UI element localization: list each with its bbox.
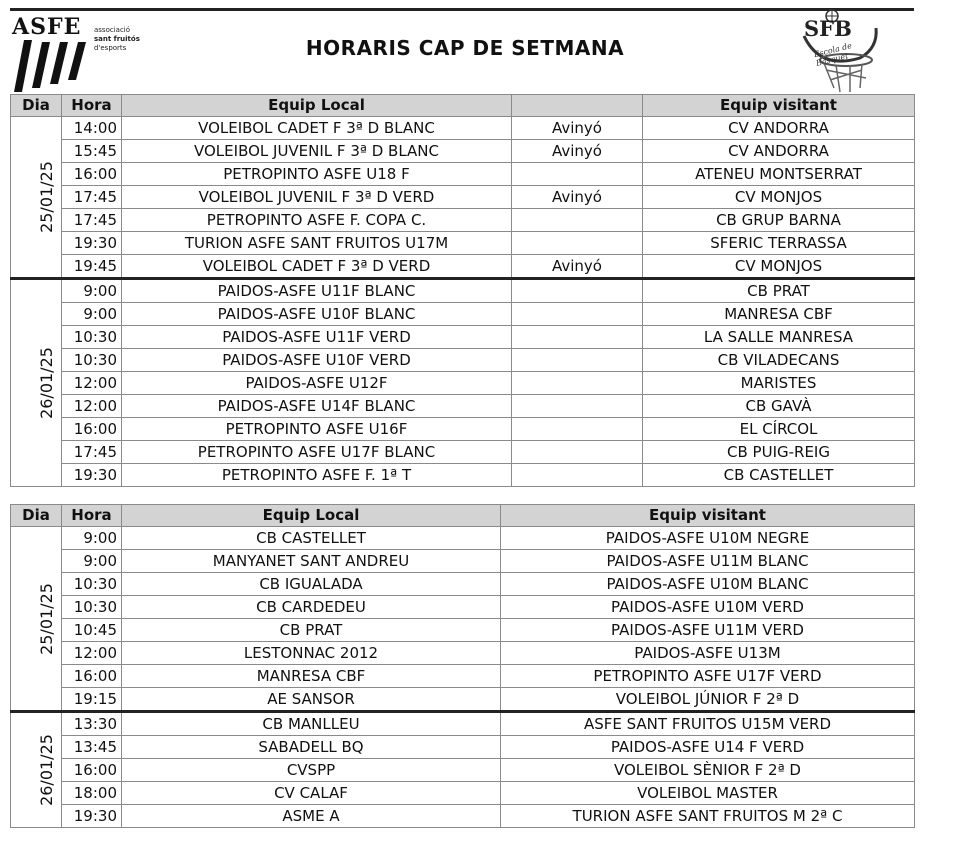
local-team-cell: LESTONNAC 2012 (122, 642, 501, 665)
venue-cell: Avinyó (512, 255, 643, 279)
local-team-cell: VOLEIBOL JUVENIL F 3ª D BLANC (122, 140, 512, 163)
local-team-cell: PETROPINTO ASFE U18 F (122, 163, 512, 186)
col-header-dia: Dia (11, 505, 62, 527)
table-row (11, 395, 915, 418)
local-team-cell: ASME A (122, 805, 501, 828)
time-cell: 12:00 (62, 395, 122, 418)
date-cell (11, 279, 62, 487)
table-row (11, 712, 915, 736)
local-team-cell: CV CALAF (122, 782, 501, 805)
local-team-cell: CB CARDEDEU (122, 596, 501, 619)
visitor-team-cell: CB PRAT (643, 279, 915, 303)
time-cell: 13:45 (62, 736, 122, 759)
visitor-team-cell: CB GRUP BARNA (643, 209, 915, 232)
venue-cell (512, 464, 643, 487)
venue-cell (512, 349, 643, 372)
visitor-team-cell: MARISTES (643, 372, 915, 395)
time-cell: 19:15 (62, 688, 122, 712)
table-row (11, 688, 915, 712)
table-row (11, 736, 915, 759)
table-row (11, 418, 915, 441)
date-label: 26/01/25 (36, 347, 56, 419)
local-team-cell: MANYANET SANT ANDREU (122, 550, 501, 573)
time-cell: 16:00 (62, 759, 122, 782)
venue-cell (512, 279, 643, 303)
visitor-team-cell: CB GAVÀ (643, 395, 915, 418)
table-row (11, 596, 915, 619)
table-row (11, 140, 915, 163)
local-team-cell: PETROPINTO ASFE F. 1ª T (122, 464, 512, 487)
venue-cell (512, 163, 643, 186)
time-cell: 17:45 (62, 441, 122, 464)
table-row (11, 805, 915, 828)
top-rule (10, 8, 914, 11)
time-cell: 14:00 (62, 117, 122, 140)
table-row (11, 279, 915, 303)
visitor-team-cell: ATENEU MONTSERRAT (643, 163, 915, 186)
time-cell: 16:00 (62, 418, 122, 441)
venue-cell (512, 441, 643, 464)
time-cell: 19:45 (62, 255, 122, 279)
table-row (11, 550, 915, 573)
time-cell: 10:30 (62, 349, 122, 372)
sfb-logo-text: SFB (804, 16, 852, 41)
venue-cell (512, 395, 643, 418)
visitor-team-cell: PETROPINTO ASFE U17F VERD (501, 665, 915, 688)
visitor-team-cell: ASFE SANT FRUITOS U15M VERD (501, 712, 915, 736)
visitor-team-cell: CB PUIG-REIG (643, 441, 915, 464)
col-header-dia: Dia (11, 95, 62, 117)
visitor-team-cell: PAIDOS-ASFE U10M VERD (501, 596, 915, 619)
venue-cell (512, 303, 643, 326)
visitor-team-cell: CV MONJOS (643, 186, 915, 209)
col-header-equip-visitant: Equip visitant (501, 505, 915, 527)
visitor-team-cell: CV ANDORRA (643, 117, 915, 140)
table-row (11, 619, 915, 642)
table-row (11, 782, 915, 805)
table-row (11, 303, 915, 326)
time-cell: 9:00 (62, 527, 122, 550)
asfe-logo-subtitle: associació sant fruitós d'esports (94, 26, 140, 52)
visitor-team-cell: VOLEIBOL JÚNIOR F 2ª D (501, 688, 915, 712)
sfb-logo-script: Escola de Bàsquet (812, 41, 853, 68)
time-cell: 15:45 (62, 140, 122, 163)
local-team-cell: PETROPINTO ASFE U17F BLANC (122, 441, 512, 464)
table-row (11, 372, 915, 395)
asfe-logo-text: ASFE (12, 14, 82, 40)
time-cell: 18:00 (62, 782, 122, 805)
date-label: 26/01/25 (36, 734, 56, 806)
visitor-team-cell: PAIDOS-ASFE U11M BLANC (501, 550, 915, 573)
local-team-cell: CVSPP (122, 759, 501, 782)
col-header-equip-local: Equip Local (122, 505, 501, 527)
table-row (11, 642, 915, 665)
visitor-team-cell: MANRESA CBF (643, 303, 915, 326)
col-header-hora: Hora (62, 95, 122, 117)
table-row (11, 527, 915, 550)
local-team-cell: CB IGUALADA (122, 573, 501, 596)
time-cell: 16:00 (62, 163, 122, 186)
visitor-team-cell: PAIDOS-ASFE U13M (501, 642, 915, 665)
date-label: 25/01/25 (36, 582, 56, 655)
visitor-team-cell: VOLEIBOL SÈNIOR F 2ª D (501, 759, 915, 782)
local-team-cell: VOLEIBOL CADET F 3ª D VERD (122, 255, 512, 279)
local-team-cell: AE SANSOR (122, 688, 501, 712)
table-header-row (11, 505, 915, 527)
local-team-cell: CB MANLLEU (122, 712, 501, 736)
local-team-cell: SABADELL BQ (122, 736, 501, 759)
local-team-cell: PAIDOS-ASFE U10F BLANC (122, 303, 512, 326)
local-team-cell: PAIDOS-ASFE U11F BLANC (122, 279, 512, 303)
schedule-table-1 (10, 94, 915, 487)
time-cell: 19:30 (62, 232, 122, 255)
time-cell: 19:30 (62, 464, 122, 487)
visitor-team-cell: PAIDOS-ASFE U11M VERD (501, 619, 915, 642)
visitor-team-cell: CV ANDORRA (643, 140, 915, 163)
local-team-cell: VOLEIBOL JUVENIL F 3ª D VERD (122, 186, 512, 209)
visitor-team-cell: LA SALLE MANRESA (643, 326, 915, 349)
schedule-table-2 (10, 504, 915, 828)
local-team-cell: PETROPINTO ASFE U16F (122, 418, 512, 441)
col-header-hora: Hora (62, 505, 122, 527)
visitor-team-cell: PAIDOS-ASFE U14 F VERD (501, 736, 915, 759)
venue-cell: Avinyó (512, 140, 643, 163)
table-row (11, 186, 915, 209)
time-cell: 9:00 (62, 550, 122, 573)
date-cell (11, 712, 62, 828)
date-label: 25/01/25 (36, 161, 56, 233)
date-cell (11, 117, 62, 279)
visitor-team-cell: SFERIC TERRASSA (643, 232, 915, 255)
asfe-stripes-icon (14, 40, 94, 92)
local-team-cell: PAIDOS-ASFE U14F BLANC (122, 395, 512, 418)
time-cell: 12:00 (62, 372, 122, 395)
visitor-team-cell: CB CASTELLET (643, 464, 915, 487)
local-team-cell: MANRESA CBF (122, 665, 501, 688)
visitor-team-cell: EL CÍRCOL (643, 418, 915, 441)
time-cell: 17:45 (62, 209, 122, 232)
local-team-cell: CB CASTELLET (122, 527, 501, 550)
venue-cell: Avinyó (512, 117, 643, 140)
visitor-team-cell: PAIDOS-ASFE U10M BLANC (501, 573, 915, 596)
time-cell: 17:45 (62, 186, 122, 209)
time-cell: 12:00 (62, 642, 122, 665)
table-row (11, 326, 915, 349)
col-header-equip-local: Equip Local (122, 95, 512, 117)
visitor-team-cell: CV MONJOS (643, 255, 915, 279)
venue-cell (512, 372, 643, 395)
local-team-cell: PAIDOS-ASFE U12F (122, 372, 512, 395)
table-row (11, 117, 915, 140)
visitor-team-cell: VOLEIBOL MASTER (501, 782, 915, 805)
venue-cell (512, 232, 643, 255)
time-cell: 10:30 (62, 326, 122, 349)
local-team-cell: CB PRAT (122, 619, 501, 642)
venue-cell: Avinyó (512, 186, 643, 209)
table-row (11, 209, 915, 232)
time-cell: 9:00 (62, 279, 122, 303)
time-cell: 19:30 (62, 805, 122, 828)
page-title: HORARIS CAP DE SETMANA (305, 36, 625, 60)
venue-cell (512, 209, 643, 232)
time-cell: 9:00 (62, 303, 122, 326)
date-cell (11, 527, 62, 712)
table-row (11, 232, 915, 255)
time-cell: 10:45 (62, 619, 122, 642)
table-row (11, 255, 915, 279)
table-row (11, 665, 915, 688)
local-team-cell: VOLEIBOL CADET F 3ª D BLANC (122, 117, 512, 140)
visitor-team-cell: CB VILADECANS (643, 349, 915, 372)
time-cell: 10:30 (62, 573, 122, 596)
local-team-cell: PAIDOS-ASFE U11F VERD (122, 326, 512, 349)
col-header-equip-visitant: Equip visitant (643, 95, 915, 117)
col-header-venue (512, 95, 643, 117)
table-header-row (11, 95, 915, 117)
visitor-team-cell: PAIDOS-ASFE U10M NEGRE (501, 527, 915, 550)
table-row (11, 464, 915, 487)
table-row (11, 441, 915, 464)
sfb-logo (800, 8, 882, 94)
table-row (11, 573, 915, 596)
time-cell: 10:30 (62, 596, 122, 619)
venue-cell (512, 418, 643, 441)
local-team-cell: PAIDOS-ASFE U10F VERD (122, 349, 512, 372)
visitor-team-cell: TURION ASFE SANT FRUITOS M 2ª C (501, 805, 915, 828)
table-row (11, 349, 915, 372)
time-cell: 13:30 (62, 712, 122, 736)
local-team-cell: TURION ASFE SANT FRUITOS U17M (122, 232, 512, 255)
table-row (11, 759, 915, 782)
asfe-logo (10, 14, 140, 94)
time-cell: 16:00 (62, 665, 122, 688)
table-row (11, 163, 915, 186)
local-team-cell: PETROPINTO ASFE F. COPA C. (122, 209, 512, 232)
venue-cell (512, 326, 643, 349)
